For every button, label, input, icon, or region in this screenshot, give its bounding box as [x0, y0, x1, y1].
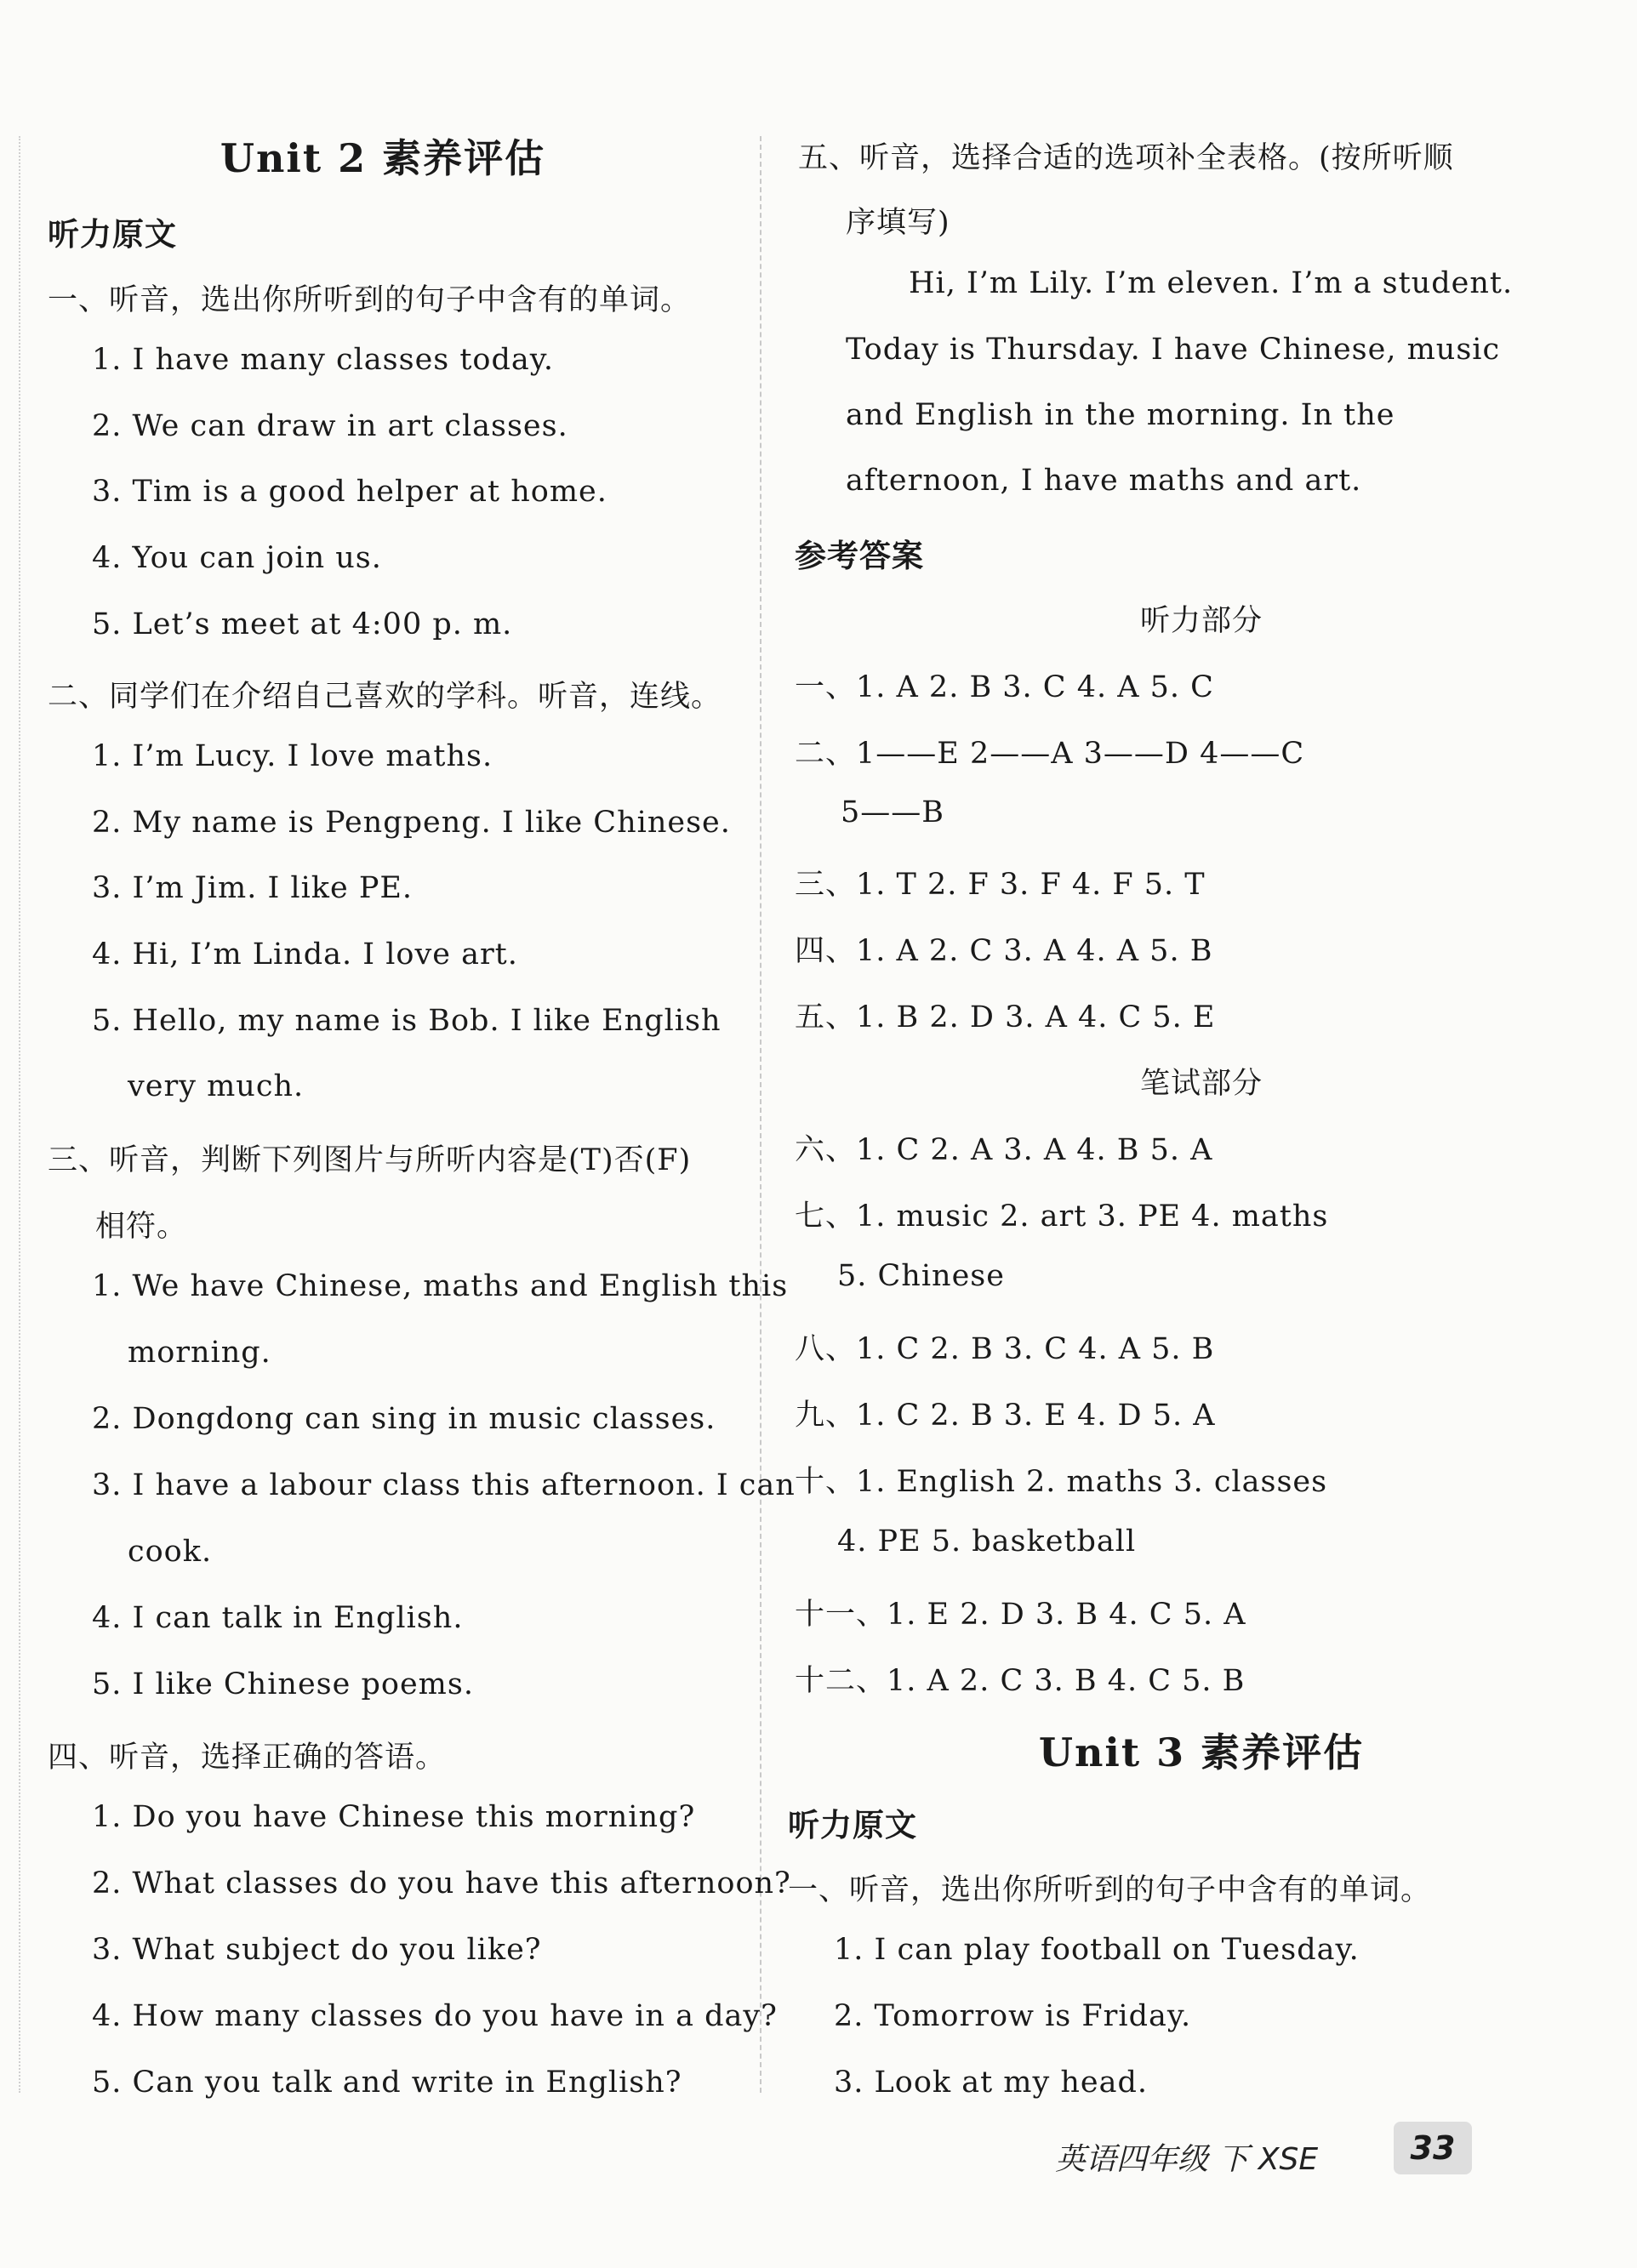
section2-instruction: 二、同学们在介绍自己喜欢的学科。听音，连线。 — [48, 680, 722, 714]
list-item: 4. How many classes do you have in a day? — [92, 1999, 778, 2033]
list-item: 2. My name is Pengpeng. I like Chinese. — [92, 806, 731, 840]
answer-line: 七、1. music 2. art 3. PE 4. maths — [795, 1200, 1329, 1234]
list-item: 1. Do you have Chinese this morning? — [92, 1800, 696, 1834]
list-item: 3. I’m Jim. I like PE. — [92, 871, 414, 905]
list-item: 2. Dongdong can sing in music classes. — [92, 1402, 716, 1436]
left-margin-rule — [19, 136, 20, 2093]
answer-line: 五、1. B 2. D 3. A 4. C 5. E — [795, 1000, 1216, 1034]
list-item: 3. What subject do you like? — [92, 1933, 542, 1967]
answer-line: 六、1. C 2. A 3. A 4. B 5. A — [795, 1133, 1213, 1167]
answer-line: 5. Chinese — [837, 1259, 1005, 1293]
section1-instruction: 一、听音，选出你所听到的句子中含有的单词。 — [48, 283, 692, 317]
list-item: 4. Hi, I’m Linda. I love art. — [92, 937, 518, 972]
page-number: 33 — [1394, 2122, 1472, 2174]
listening-part-heading: 听力部分 — [1139, 604, 1263, 638]
listening-script-heading: 听力原文 — [48, 215, 177, 253]
list-item-continuation: cook. — [128, 1535, 213, 1569]
list-item: 1. I have many classes today. — [92, 343, 555, 377]
list-item: 2. We can draw in art classes. — [92, 409, 568, 443]
list-item: 1. I’m Lucy. I love maths. — [92, 739, 493, 773]
unit3-title: Unit 3 素养评估 — [1038, 1729, 1365, 1775]
list-item-continuation: morning. — [128, 1336, 271, 1370]
list-item: 4. You can join us. — [92, 541, 382, 575]
answer-line: 九、1. C 2. B 3. E 4. D 5. A — [795, 1399, 1216, 1433]
section4-instruction: 四、听音，选择正确的答语。 — [48, 1741, 447, 1775]
passage-line: Hi, I’m Lily. I’m eleven. I’m a student. — [909, 266, 1514, 300]
answer-line: 十、1. English 2. maths 3. classes — [795, 1465, 1328, 1499]
list-item: 5. Can you talk and write in English? — [92, 2066, 682, 2100]
unit2-title: Unit 2 素养评估 — [220, 135, 546, 181]
list-item: 5. I like Chinese poems. — [92, 1667, 474, 1701]
answers-heading: 参考答案 — [795, 537, 924, 574]
section3-instruction: 三、听音，判断下列图片与所听内容是(T)否(F) — [48, 1143, 692, 1177]
section3-instruction-continuation: 相符。 — [95, 1210, 188, 1244]
section5-instruction: 五、听音，选择合适的选项补全表格。(按所听顺 — [798, 141, 1454, 175]
list-item: 2. What classes do you have this afternoon? — [92, 1866, 791, 1900]
list-item: 1. I can play football on Tuesday. — [834, 1933, 1360, 1967]
list-item: 3. Look at my head. — [834, 2066, 1149, 2100]
list-item: 4. I can talk in English. — [92, 1601, 464, 1635]
list-item: 5. Let’s meet at 4:00 p. m. — [92, 607, 513, 641]
unit3-listening-heading: 听力原文 — [788, 1806, 917, 1843]
list-item: 5. Hello, my name is Bob. I like English — [92, 1004, 722, 1038]
answer-line: 四、1. A 2. C 3. A 4. A 5. B — [795, 934, 1213, 968]
answer-line: 三、1. T 2. F 3. F 4. F 5. T — [795, 868, 1206, 902]
unit3-section1-instruction: 一、听音，选出你所听到的句子中含有的单词。 — [788, 1873, 1432, 1907]
section5-instruction-continuation: 序填写) — [846, 206, 950, 240]
passage-line: Today is Thursday. I have Chinese, music — [846, 333, 1501, 367]
book-label: 英语四年级 下 XSE — [1055, 2142, 1319, 2177]
list-item: 3. I have a labour class this afternoon. I can — [92, 1468, 796, 1502]
passage-line: and English in the morning. In the — [846, 398, 1395, 432]
written-part-heading: 笔试部分 — [1139, 1067, 1263, 1101]
answer-line: 二、1——E 2——A 3——D 4——C — [795, 737, 1305, 771]
list-item: 2. Tomorrow is Friday. — [834, 1999, 1192, 2033]
column-divider — [760, 136, 761, 2093]
passage-line: afternoon, I have maths and art. — [846, 464, 1362, 498]
answer-line: 十一、1. E 2. D 3. B 4. C 5. A — [795, 1598, 1246, 1632]
list-item: 3. Tim is a good helper at home. — [92, 475, 607, 509]
answer-line: 一、1. A 2. B 3. C 4. A 5. C — [795, 670, 1214, 704]
answer-line: 八、1. C 2. B 3. C 4. A 5. B — [795, 1332, 1215, 1366]
list-item-continuation: very much. — [128, 1069, 305, 1103]
answer-line: 十二、1. A 2. C 3. B 4. C 5. B — [795, 1664, 1246, 1698]
answer-line: 5——B — [841, 795, 944, 829]
answer-line: 4. PE 5. basketball — [837, 1524, 1137, 1559]
list-item: 1. We have Chinese, maths and English this — [92, 1269, 789, 1303]
